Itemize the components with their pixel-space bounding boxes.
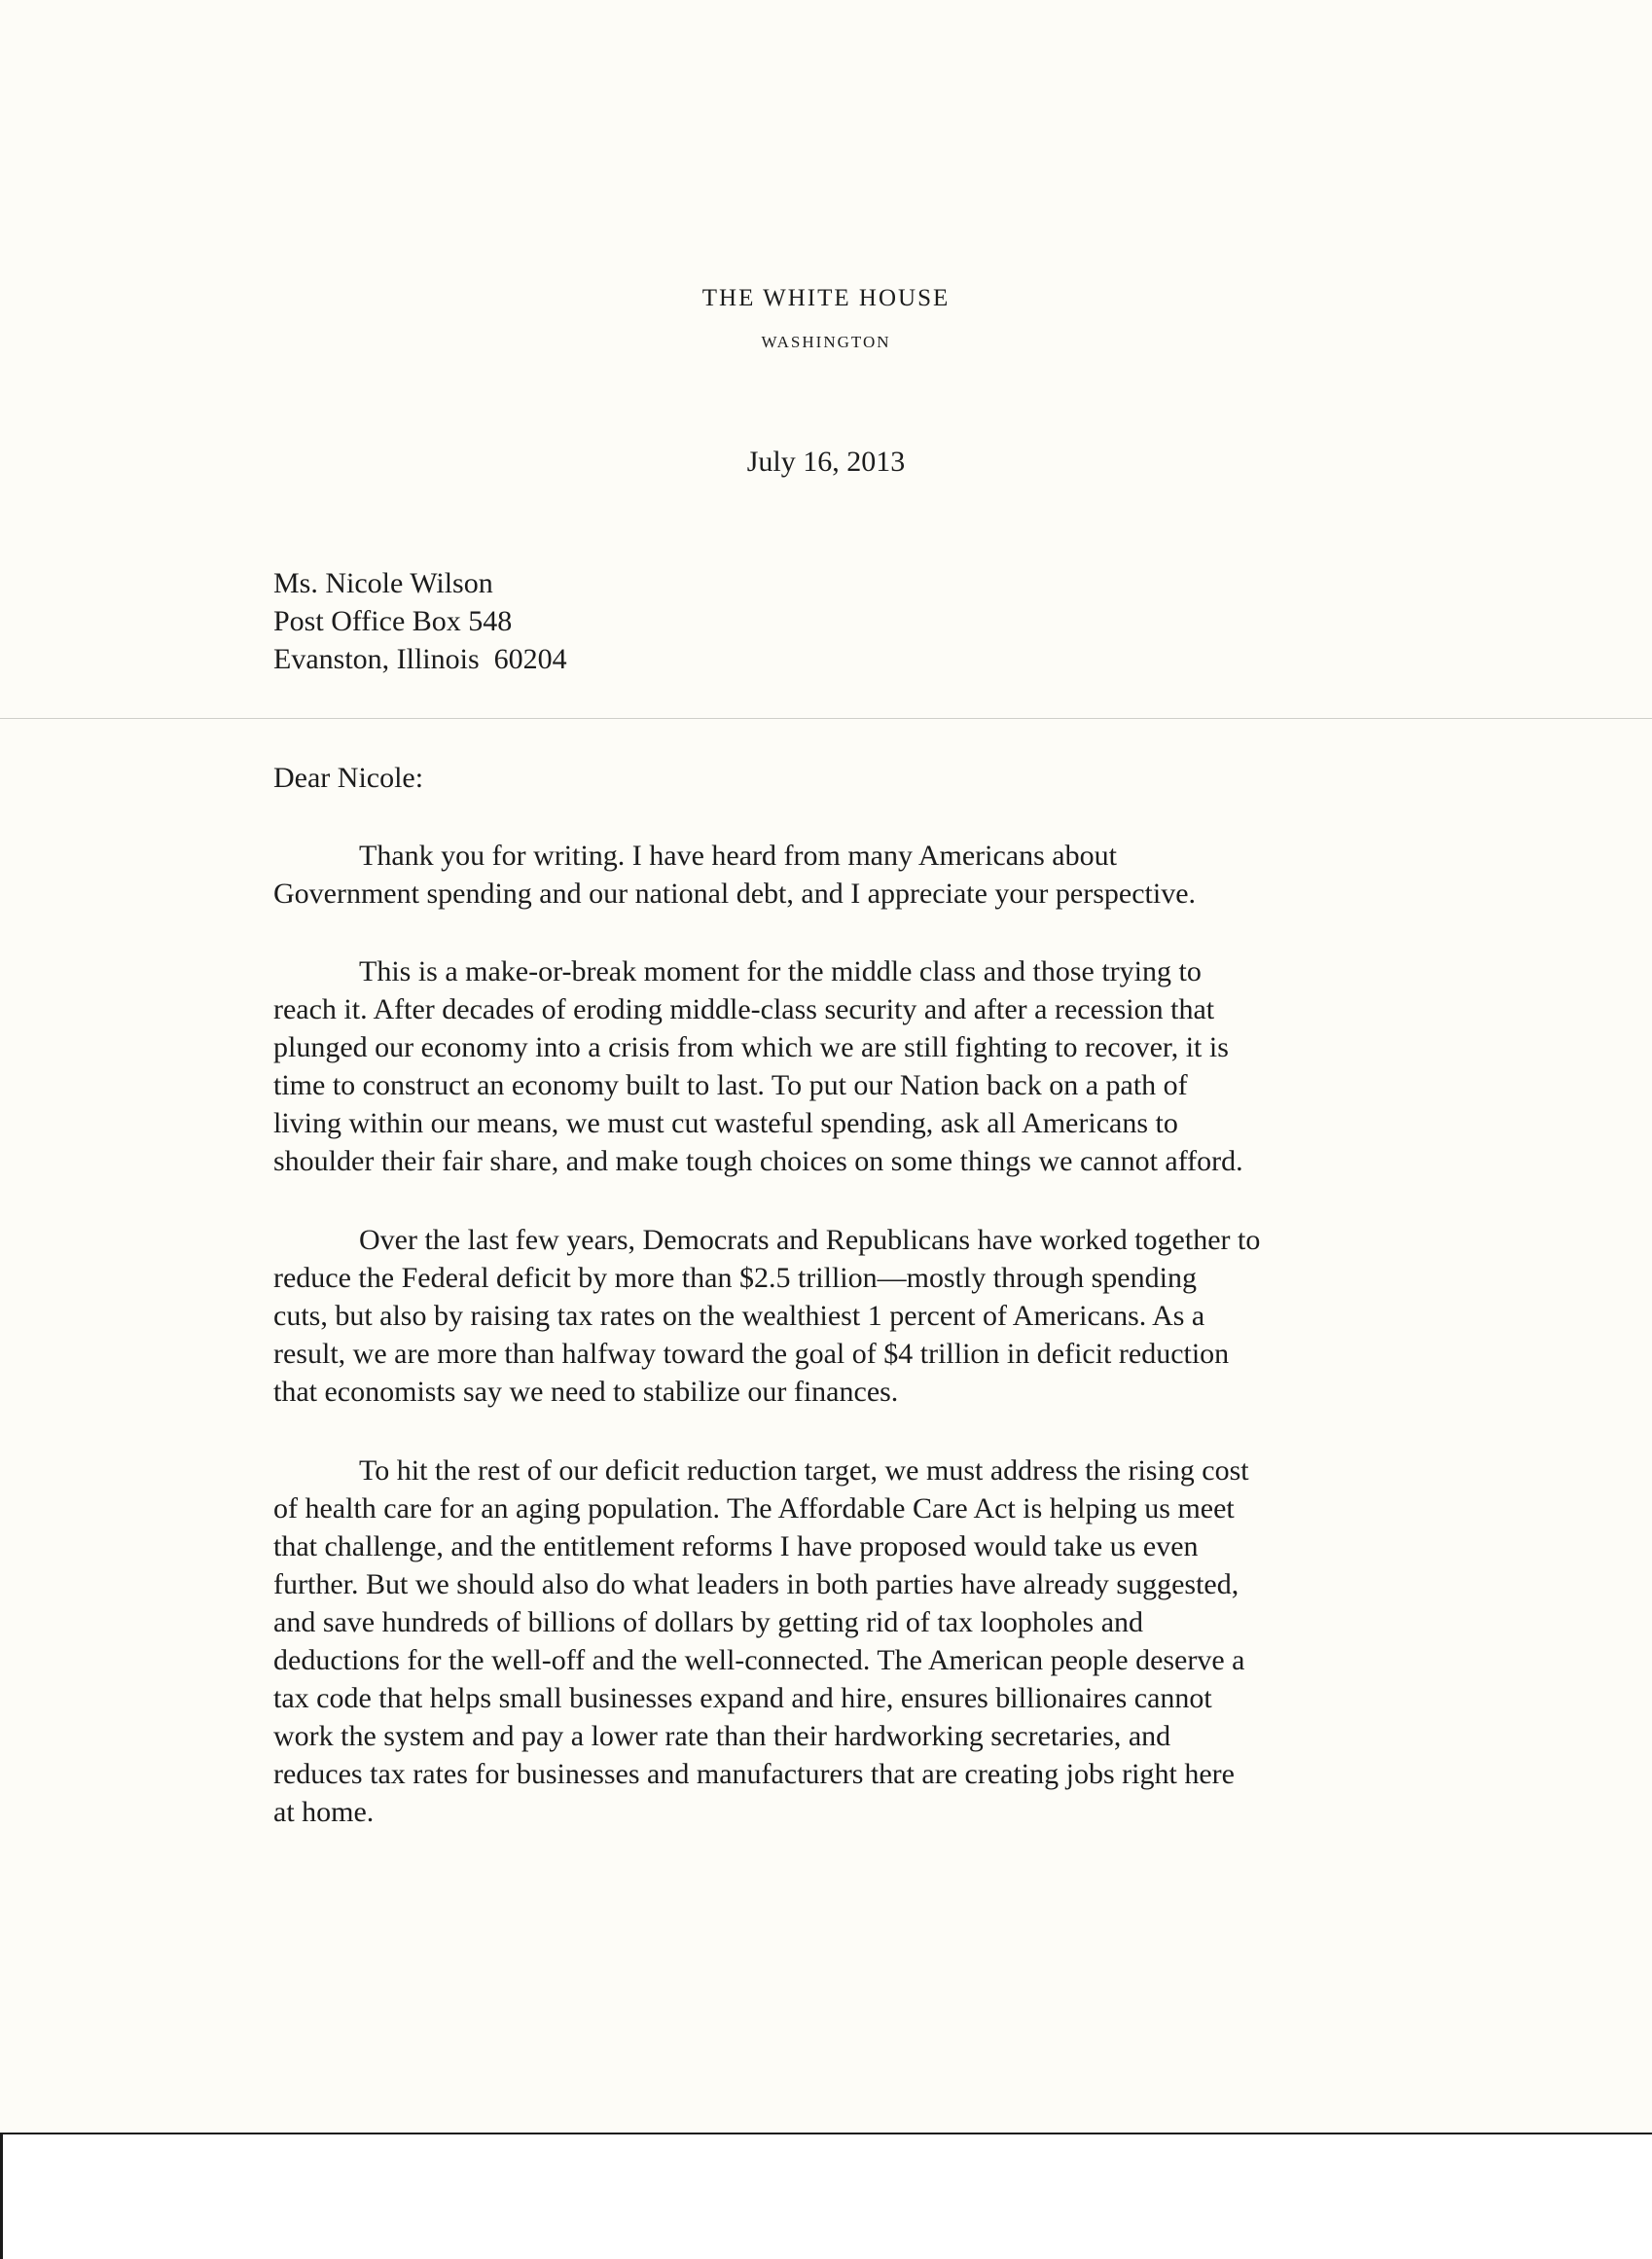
paragraph-line: deductions for the well-off and the well-connected. The American people deserve a [273, 1644, 1245, 1676]
paragraph-1 [273, 837, 1196, 913]
paragraph-line: reduce the Federal deficit by more than $2.5 trillion—mostly through spending [273, 1262, 1197, 1294]
salutation: Dear Nicole: [273, 762, 424, 794]
paragraph-4 [273, 1452, 1249, 1831]
paragraph-line: work the system and pay a lower rate than their hardworking secretaries, and [273, 1720, 1171, 1752]
letter-date: July 16, 2013 [746, 446, 906, 478]
paragraph-3 [273, 1221, 1260, 1411]
paragraph-line: that economists say we need to stabilize our finances. [273, 1376, 899, 1408]
paragraph-line: This is a make-or-break moment for the middle class and those trying to [359, 955, 1202, 987]
paragraph-line: time to construct an economy built to last. To put our Nation back on a path of [273, 1069, 1188, 1101]
paragraph-line: Over the last few years, Democrats and Republicans have worked together to [359, 1224, 1261, 1256]
paper-fold-line [0, 718, 1652, 719]
paragraph-line: living within our means, we must cut wasteful spending, ask all Americans to [273, 1107, 1178, 1139]
scan-edge [0, 2133, 3, 2259]
paragraph-line: that challenge, and the entitlement reforms I have proposed would take us even [273, 1530, 1199, 1562]
letterhead-subtitle: WASHINGTON [761, 333, 891, 351]
paragraph-line: Government spending and our national debt, and I appreciate your perspective. [273, 878, 1197, 910]
paragraph-2 [273, 952, 1243, 1180]
recipient-address [273, 564, 567, 678]
paragraph-line: of health care for an aging population. The Affordable Care Act is helping us meet [273, 1492, 1235, 1524]
paragraph-line: cuts, but also by raising tax rates on the wealthiest 1 percent of Americans. As a [273, 1300, 1205, 1332]
letterhead-title: THE WHITE HOUSE [701, 285, 951, 311]
paragraph-line: and save hundreds of billions of dollars by getting rid of tax loopholes and [273, 1606, 1144, 1638]
recipient-address-line2: Evanston, Illinois 60204 [273, 643, 567, 675]
paragraph-line: at home. [273, 1796, 375, 1828]
paragraph-line: reduces tax rates for businesses and manufacturers that are creating jobs right here [273, 1758, 1235, 1790]
recipient-address-line1: Post Office Box 548 [273, 605, 513, 637]
paragraph-line: shoulder their fair share, and make tough choices on some things we cannot afford. [273, 1145, 1243, 1177]
recipient-name: Ms. Nicole Wilson [273, 567, 493, 599]
paragraph-line: plunged our economy into a crisis from which we are still fighting to recover, it is [273, 1031, 1229, 1063]
paragraph-line: reach it. After decades of eroding middle-class security and after a recession that [273, 993, 1215, 1025]
paragraph-line: tax code that helps small businesses expand and hire, ensures billionaires cannot [273, 1682, 1212, 1714]
paragraph-line: Thank you for writing. I have heard from many Americans about [359, 840, 1117, 872]
paragraph-line: result, we are more than halfway toward the goal of $4 trillion in deficit reduction [273, 1338, 1230, 1370]
paragraph-line: To hit the rest of our deficit reduction target, we must address the rising cost [359, 1454, 1249, 1487]
paragraph-line: further. But we should also do what leaders in both parties have already suggested, [273, 1568, 1239, 1600]
